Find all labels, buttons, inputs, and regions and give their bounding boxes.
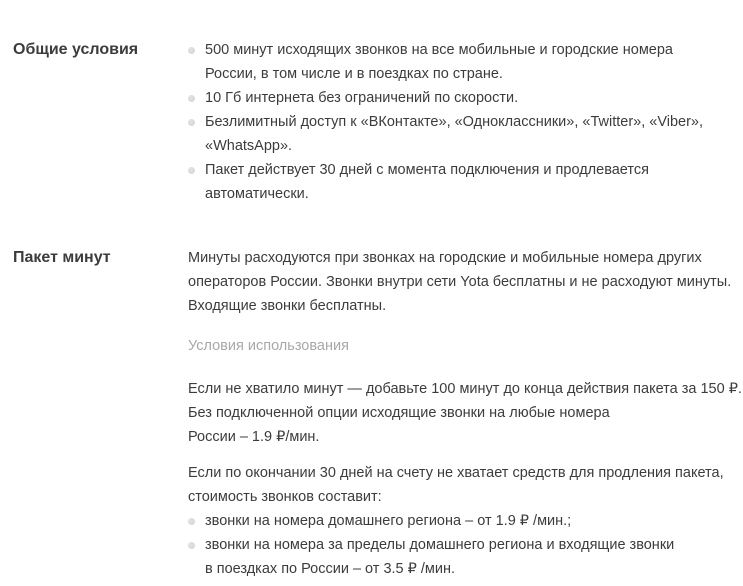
paragraph-line: стоимость звонков составит: [188, 489, 382, 505]
paragraph-line: Если по окончании 30 дней на счету не хватает средств для продления пакета, [188, 465, 724, 481]
renewal-paragraph [188, 461, 743, 509]
list-item-text: Пакет действует 30 дней с момента подключения и продлевается [205, 162, 649, 178]
paragraph-line: Без подключенной опции исходящие звонки на любые номера [188, 405, 610, 421]
paragraph-line: России – 1.9 ₽/мин. [188, 429, 320, 445]
paragraph-line: операторов России. Звонки внутри сети Yota бесплатны и не расходуют минуты. [188, 274, 732, 290]
list-item-text: в поездках по России – от 3.5 ₽ /мин. [205, 561, 456, 577]
bullet-icon [188, 167, 195, 174]
bullet-icon [188, 518, 195, 525]
call-rates-list [188, 509, 743, 581]
section-label-minutes-package: Пакет минут [13, 249, 111, 266]
list-item [188, 158, 743, 206]
list-item [188, 533, 743, 581]
bullet-icon [188, 95, 195, 102]
list-item [188, 86, 743, 110]
minutes-usage-paragraph [188, 246, 743, 318]
bullet-icon [188, 542, 195, 549]
paragraph-line: Минуты расходуются при звонках на городские и мобильные номера других [188, 250, 702, 266]
list-item-text: «WhatsApp». [205, 138, 293, 154]
paragraph-line: Если не хватило минут — добавьте 100 минут до конца действия пакета за 150 ₽. [188, 381, 742, 397]
list-item-text: Безлимитный доступ к «ВКонтакте», «Одноклассники», «Twitter», «Viber», [205, 114, 704, 130]
usage-terms-caption: Условия использования [188, 338, 349, 354]
section-minutes-package [13, 246, 743, 581]
section-general-conditions [13, 38, 743, 206]
general-conditions-content [188, 38, 743, 206]
list-item [188, 509, 743, 533]
general-conditions-list [188, 38, 743, 206]
bullet-icon [188, 47, 195, 54]
list-item-text: автоматически. [205, 186, 309, 202]
section-label-general-conditions: Общие условия [13, 41, 139, 58]
add-minutes-paragraph [188, 377, 743, 449]
minutes-package-content [188, 246, 743, 581]
list-item-text: 10 Гб интернета без ограничений по скорости. [205, 90, 519, 106]
paragraph-line: Входящие звонки бесплатны. [188, 298, 387, 314]
list-item-text: 500 минут исходящих звонков на все мобильные и городские номера [205, 42, 673, 58]
bullet-icon [188, 119, 195, 126]
list-item-text: звонки на номера домашнего региона – от 1.9 ₽ /мин.; [205, 513, 572, 529]
list-item-text: России, в том числе и в поездках по стране. [205, 66, 503, 82]
list-item-text: звонки на номера за пределы домашнего региона и входящие звонки [205, 537, 675, 553]
list-item [188, 110, 743, 158]
list-item [188, 38, 743, 86]
